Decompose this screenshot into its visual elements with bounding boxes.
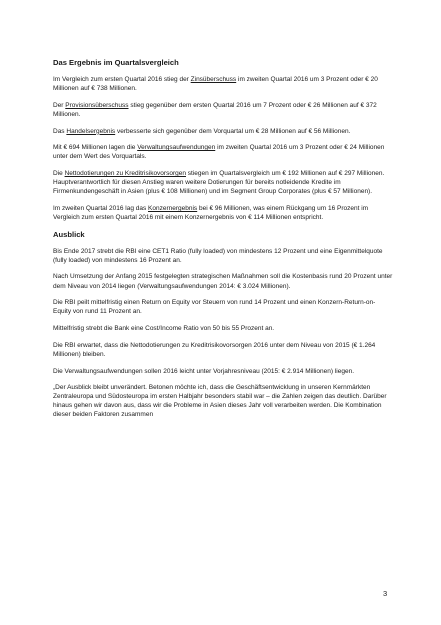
paragraph-kreditrisikovorsorgen: [53, 169, 393, 196]
section-heading-quartalsvergleich: Das Ergebnis im Quartalsvergleich: [53, 58, 179, 67]
term-handelsergebnis: Handelsergebnis: [66, 127, 116, 135]
paragraph-handelsergebnis: [53, 127, 393, 136]
term-konzernergebnis: Konzernergebnis: [148, 204, 198, 212]
paragraph-cost-income-ratio: Mittelfristig strebt die Bank eine Cost/Income Ratio von 50 bis 55 Prozent an.: [53, 325, 275, 333]
section-heading-ausblick: Ausblick: [53, 229, 85, 239]
paragraph-konzernergebnis: [53, 204, 393, 222]
text: Das: [53, 127, 67, 135]
text: Die: [53, 170, 65, 178]
text: Mit € 694 Millionen lagen die: [53, 144, 138, 152]
text: Der: [53, 101, 66, 109]
page-number: 3: [383, 589, 388, 598]
text: Im zweiten Quartal 2016 lag das: [53, 204, 149, 212]
paragraph-zinsueberschuss: [53, 75, 393, 93]
text: stieg gegenüber dem ersten Quartal 2016 um 7 Prozent oder € 26 Millionen auf € 372 Millionen.: [53, 101, 377, 118]
paragraph-cet1-ratio: Bis Ende 2017 strebt die RBI eine CET1 Ratio (fully loaded) von mindestens 12 Prozent und eine Eigenmittelquote (fully loaded) von mindestens 16 Prozent an.: [53, 247, 383, 264]
paragraph-provisionsueberschuss: [53, 101, 393, 119]
paragraph-verwaltungsaufwendungen: [53, 143, 393, 161]
text: verbesserte sich gegenüber dem Vorquartal um € 28 Millionen auf € 56 Millionen.: [115, 127, 351, 135]
paragraph-return-on-equity: Die RBI peilt mittelfristig einen Return on Equity vor Steuern von rund 14 Prozent und einen Konzern-Return-on-Equity von rund 11 Prozent an.: [53, 299, 376, 316]
paragraph-verwaltungsaufwendungen-2016: Die Verwaltungsaufwendungen sollen 2016 leicht unter Vorjahresniveau (2015: € 2.914 Millionen) liegen.: [53, 367, 355, 375]
text: bei € 96 Millionen, was einem Rückgang um 16 Prozent im Vergleich zum ersten Quartal 2016 mit einem Konzernergebnis von € 114 Millionen entspricht.: [53, 204, 369, 221]
text: stiegen im Quartalsvergleich um € 192 Millionen auf € 297 Millionen. Hauptverantwortlich für diesen Anstieg waren weitere Dotierungen für bereits notleidende Kredite im Firmenkundengeschäft in Asien (plus € 108 Millionen) und im Segment Group Corporates (plus € 57 Millionen).: [53, 170, 385, 196]
term-provisionsueberschuss: Provisionsüberschuss: [65, 101, 129, 109]
paragraph-quote: „Der Ausblick bleibt unverändert. Betonen möchte ich, dass die Geschäftsentwicklung in unseren Kernmärkten Zentraleuropa und Südosteuropa im ersten Halbjahr besonders stabil war – die Zahlen zeigen das deutlich. Darüber hinaus gehen wir davon aus, dass wir die Probleme in Asien dieses Jahr voll verarbeiten werden. Die Kombination dieser beiden Faktoren zusammen: [53, 384, 387, 419]
text: Im Vergleich zum ersten Quartal 2016 stieg der: [53, 76, 191, 83]
text: im zweiten Quartal 2016 um 3 Prozent oder € 24 Millionen unter dem Wert des Vorquartals.: [53, 144, 385, 161]
term-verwaltungsaufwendungen: Verwaltungsaufwendungen: [137, 144, 216, 152]
page-content: [53, 58, 393, 427]
term-zinsueberschuss: Zinsüberschuss: [190, 76, 237, 83]
text: im zweiten Quartal 2016 um 3 Prozent oder € 20 Millionen auf € 738 Millionen.: [53, 76, 378, 93]
paragraph-nettodotierungen-2016: Die RBI erwartet, dass die Nettodotierungen zu Kreditrisikovorsorgen 2016 unter dem Niveau von 2015 (€ 1.264 Millionen) bleiben.: [53, 341, 376, 358]
term-kreditrisikovorsorgen: Nettodotierungen zu Kreditrisikovorsorgen: [64, 170, 186, 178]
paragraph-kostenbasis: Nach Umsetzung der Anfang 2015 festgelegten strategischen Maßnahmen soll die Kostenbasis rund 20 Prozent unter dem Niveau von 2014 liegen (Verwaltungsaufwendungen 2014: € 3.024 Millionen).: [53, 273, 393, 290]
